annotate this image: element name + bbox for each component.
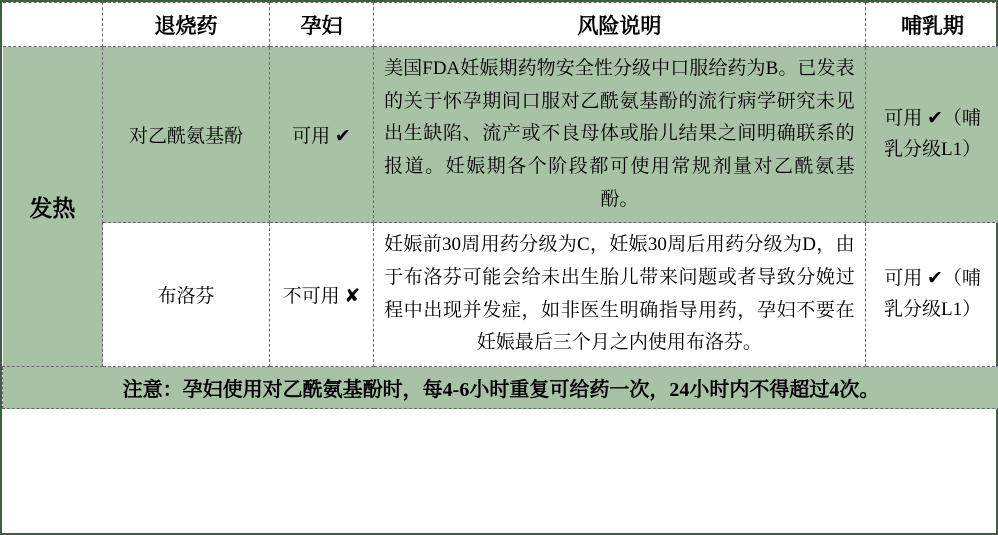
table-note-row [3,367,998,409]
note-text: 注意：孕妇使用对乙酰氨基酚时，每4-6小时重复可给药一次，24小时内不得超过4次。 [3,367,998,409]
risk-description-acetaminophen: 美国FDA妊娠期药物安全性分级中口服给药为B。已发表的关于怀孕期间口服对乙酰氨基酚的流行病学研究未见出生缺陷、流产或不良母体或胎儿结果之间明确联系的报道。妊娠期各个阶段都可使用常规剂量对乙酰氨基酚。 [374,47,865,223]
category-cell-fever: 发热 [3,47,103,367]
drug-name-ibuprofen: 布洛芬 [103,223,270,367]
table-row [3,223,998,367]
risk-description-ibuprofen: 妊娠前30周用药分级为C，妊娠30周后用药分级为D，由于布洛芬可能会给未出生胎儿带来问题或者导致分娩过程中出现并发症，如非医生明确指导用药，孕妇不要在妊娠最后三个月之内使用布洛芬。 [374,223,865,367]
lactation-status-ibuprofen: 可用 ✔（哺乳分级L1） [865,223,998,367]
header-cell-pregnancy: 孕妇 [269,3,373,47]
header-cell-drug: 退烧药 [103,3,270,47]
drug-name-acetaminophen: 对乙酰氨基酚 [103,47,270,223]
header-cell-risk: 风险说明 [374,3,865,47]
header-cell-category [3,3,103,47]
drug-safety-table [2,2,998,409]
table-header-row [3,3,998,47]
pregnancy-status-ibuprofen: 不可用 ✘ [269,223,373,367]
header-cell-lactation: 哺乳期 [865,3,998,47]
table-row [3,47,998,223]
lactation-status-acetaminophen: 可用 ✔（哺乳分级L1） [865,47,998,223]
pregnancy-status-acetaminophen: 可用 ✔ [269,47,373,223]
